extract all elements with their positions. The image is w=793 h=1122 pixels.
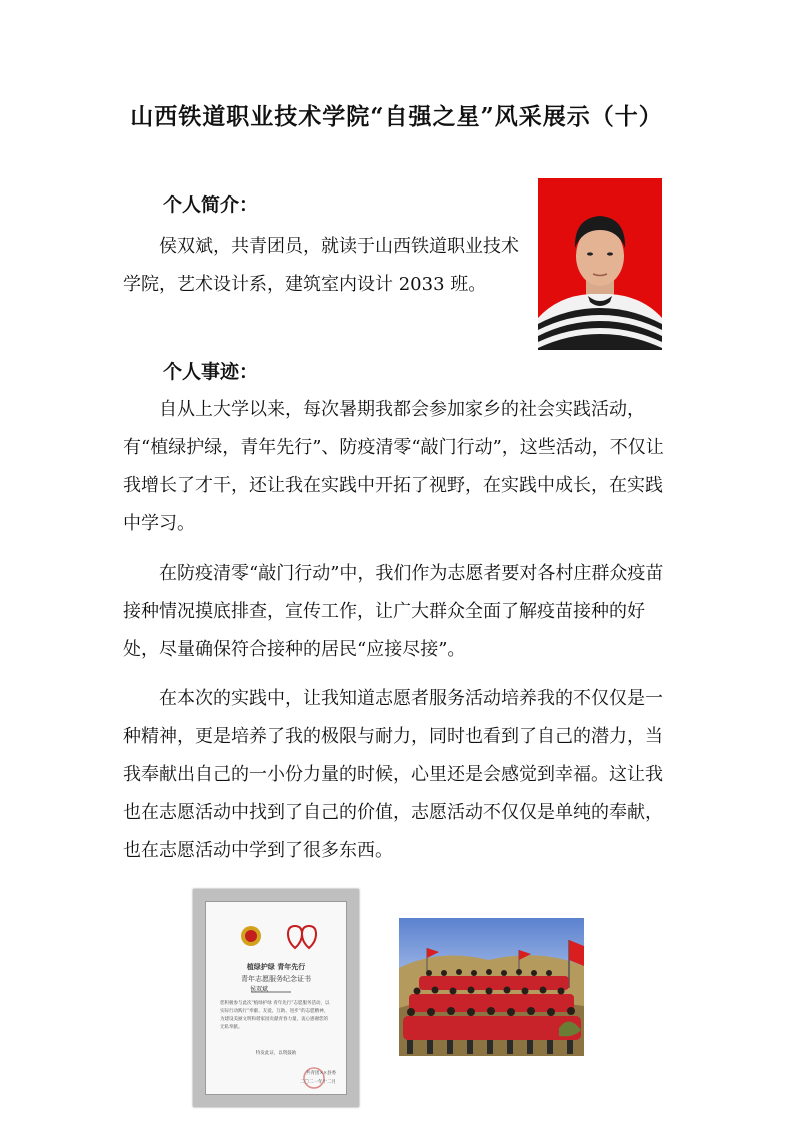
- certificate-body: 您积极参与此次“植绿护绿 青年先行”志愿服务活动，以实际行动践行“奉献、友爱、互助、进步”的志愿精神，为建设美丽文明和谐家园贡献青春力量，衷心感谢您的无私奉献。: [220, 1001, 330, 1030]
- certificate-closing: 特发此证，以资鼓励: [255, 1051, 297, 1056]
- certificate-slogan: 植绿护绿 青年先行: [246, 962, 306, 971]
- deeds-paragraph-2: 在防疫清零“敲门行动”中，我们作为志愿者要对各村庄群众疫苗接种情况摸底排查，宣传工作，让广大群众全面了解疫苗接种的好处，尽量确保符合接种的居民“应接尽接”。: [123, 563, 664, 660]
- intro-line-2: 学院，艺术设计系，建筑室内设计 2033 班。: [123, 274, 487, 295]
- deeds-paragraph-1: 自从上大学以来，每次暑期我都会参加家乡的社会实践活动，有“植绿护绿，青年先行”、防疫清零“敲门行动”，这些活动，不仅让我增长了才干，还让我在实践中开拓了视野，在实践中成长，在实践中学习。: [123, 399, 664, 534]
- certificate-emblems: [206, 902, 346, 1094]
- certificate-title: 青年志愿服务纪念证书: [241, 975, 311, 983]
- page-title: 山西铁道职业技术学院“自强之星”风采展示（十）: [130, 103, 663, 130]
- intro-heading: 个人简介：: [163, 194, 259, 216]
- portrait-figure: [538, 178, 662, 350]
- intro-line-1: 侯双斌，共青团员，就读于山西铁道职业技术: [159, 236, 519, 257]
- certificate-date: 二〇二一年十二月: [300, 1080, 336, 1085]
- certificate-issuer: 共青团××县委: [305, 1071, 336, 1076]
- profile-photo: [538, 178, 662, 350]
- group-photo-scene: [399, 918, 584, 1056]
- deeds-heading: 个人事迹：: [163, 361, 259, 383]
- volunteer-certificate-image: [193, 889, 359, 1107]
- deeds-paragraph-3: 在本次的实践中，让我知道志愿者服务活动培养我的不仅仅是一种精神，更是培养了我的极限与耐力，同时也看到了自己的潜力，当我奉献出自己的一小份力量的时候，心里还是会感觉到幸福。这让我也在志愿活动中找到了自己的价值，志愿活动不仅仅是单纯的奉献，也在志愿活动中学到了很多东西。: [123, 688, 663, 861]
- certificate-name: 侯双斌: [250, 986, 269, 993]
- volunteer-group-photo: [399, 918, 584, 1056]
